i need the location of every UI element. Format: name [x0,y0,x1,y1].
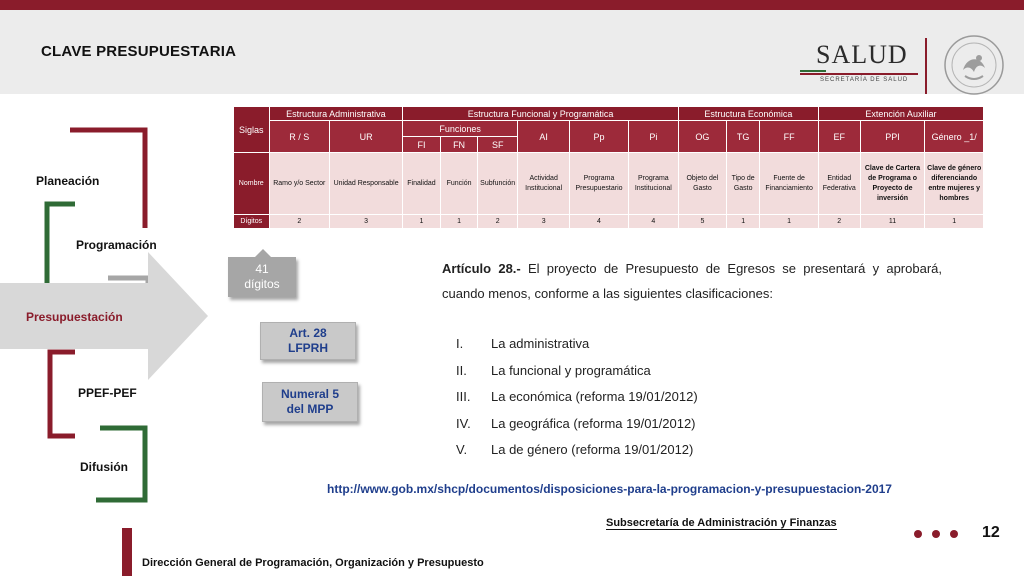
connector-ppef [50,352,75,436]
flow-step-planeacion: Planeación [36,174,100,188]
code-fi: FI [403,137,441,153]
article-lead: Artículo 28.- [442,261,521,276]
digitos-tg: 1 [726,215,759,229]
ref-art-line1: Art. 28 [289,326,327,340]
page-title: CLAVE PRESUPUESTARIA [41,43,237,60]
nombre-pp: Programa Presupuestario [570,153,628,215]
code-fn: FN [440,137,478,153]
list-item: III. La económica (reforma 19/01/2012) [456,389,698,404]
logo-divider [925,38,927,94]
group-economica: Estructura Económica [678,107,818,121]
subsecretaria-label: Subsecretaría de Administración y Finanzas [606,517,837,529]
digitos-ff: 1 [760,215,819,229]
code-ppi: PPI [860,121,925,153]
nombre-sf: Subfunción [478,153,518,215]
footer-direccion: Dirección General de Programación, Organización y Presupuesto [142,557,484,569]
header-band [0,10,1024,94]
digitos-ai: 3 [518,215,570,229]
nombre-ur: Unidad Responsable [330,153,403,215]
ref-art-28-lfprh[interactable] [260,322,356,360]
logo-red-line [800,73,918,75]
footer-accent-bar [122,528,132,576]
page-number: 12 [982,524,1000,541]
code-ff: FF [760,121,819,153]
list-item: II. La funcional y programática [456,362,651,378]
nombre-rs: Ramo y/o Sector [269,153,330,215]
nombre-fn: Función [440,153,478,215]
siglas-label: Siglas [234,107,270,153]
list-item: I. La administrativa [456,336,590,351]
nombre-pi: Programa Institucional [628,153,678,215]
ref-numeral-5-mpp[interactable] [262,382,358,422]
nombre-tg: Tipo de Gasto [726,153,759,215]
nombre-og: Objeto del Gasto [678,153,726,215]
dot [932,530,940,538]
digitos-ef: 2 [818,215,860,229]
ref-numeral-line1: Numeral 5 [280,387,340,401]
code-rs: R / S [269,121,330,153]
code-ai: AI [518,121,570,153]
article-28-text [442,256,942,306]
code-ef: EF [818,121,860,153]
nombre-genero: Clave de género diferenciando entre mujeres y hombres [925,153,984,215]
digitos-fi: 1 [403,215,441,229]
digitos-pi: 4 [628,215,678,229]
salud-logo-subtitle: SECRETARÍA DE SALUD [820,77,909,83]
funciones-label: Funciones [403,121,518,137]
dot [950,530,958,538]
salud-logo-word: SALUD [816,40,908,69]
nombre-label: Nombre [234,153,270,215]
dot [914,530,922,538]
digitos-og: 5 [678,215,726,229]
code-pp: Pp [570,121,628,153]
digitos-ur: 3 [330,215,403,229]
group-auxiliar: Extención Auxiliar [818,107,983,121]
code-tg: TG [726,121,759,153]
current-stage-arrow-tip [148,252,208,380]
digitos-sf: 2 [478,215,518,229]
code-pi: Pi [628,121,678,153]
nombre-fi: Finalidad [403,153,441,215]
flow-step-ppef-pef: PPEF-PEF [78,386,137,400]
flow-step-presupuestacion: Presupuestación [26,310,123,324]
article-body: El proyecto de Presupuesto de Egresos se presentará y aprobará, cuando menos, conforme a las siguientes clasificaciones: [442,261,942,301]
digitos-fn: 1 [440,215,478,229]
code-ur: UR [330,121,403,153]
nombre-ff: Fuente de Financiamiento [760,153,819,215]
digitos-pp: 4 [570,215,628,229]
group-funcional: Estructura Funcional y Programática [403,107,679,121]
salud-logo [800,40,920,90]
list-item: V. La de género (reforma 19/01/2012) [456,442,694,457]
ref-art-line2: LFPRH [288,341,328,355]
digitos-genero: 1 [925,215,984,229]
badge-pointer [255,249,271,257]
digitos-label: Dígitos [234,215,270,229]
code-og: OG [678,121,726,153]
reference-link[interactable]: http://www.gob.mx/shcp/documentos/disposiciones-para-la-programacion-y-presupuestacion-2017 [327,482,892,496]
group-administrativa: Estructura Administrativa [269,107,403,121]
flow-step-difusion: Difusión [80,460,128,474]
digitos-rs: 2 [269,215,330,229]
nombre-ppi: Clave de Cartera de Programa o Proyecto de inversión [860,153,925,215]
code-sf: SF [478,137,518,153]
list-item: IV. La geográfica (reforma 19/01/2012) [456,415,696,431]
clave-presupuestaria-table [233,106,984,229]
flow-step-programacion: Programación [76,238,157,252]
national-seal-icon [943,34,1005,96]
code-genero: Género _1/ [925,121,984,153]
logo-green-line [800,70,826,72]
nombre-ai: Actividad Institucional [518,153,570,215]
top-accent-bar [0,0,1024,10]
digitos-ppi: 11 [860,215,925,229]
ref-numeral-line2: del MPP [286,402,334,416]
total-digits-badge [228,257,296,297]
total-digits-label: dígitos [244,277,280,291]
connector-programacion [47,204,75,288]
total-digits-number: 41 [255,262,269,276]
classification-list [456,336,698,469]
nombre-ef: Entidad Federativa [818,153,860,215]
